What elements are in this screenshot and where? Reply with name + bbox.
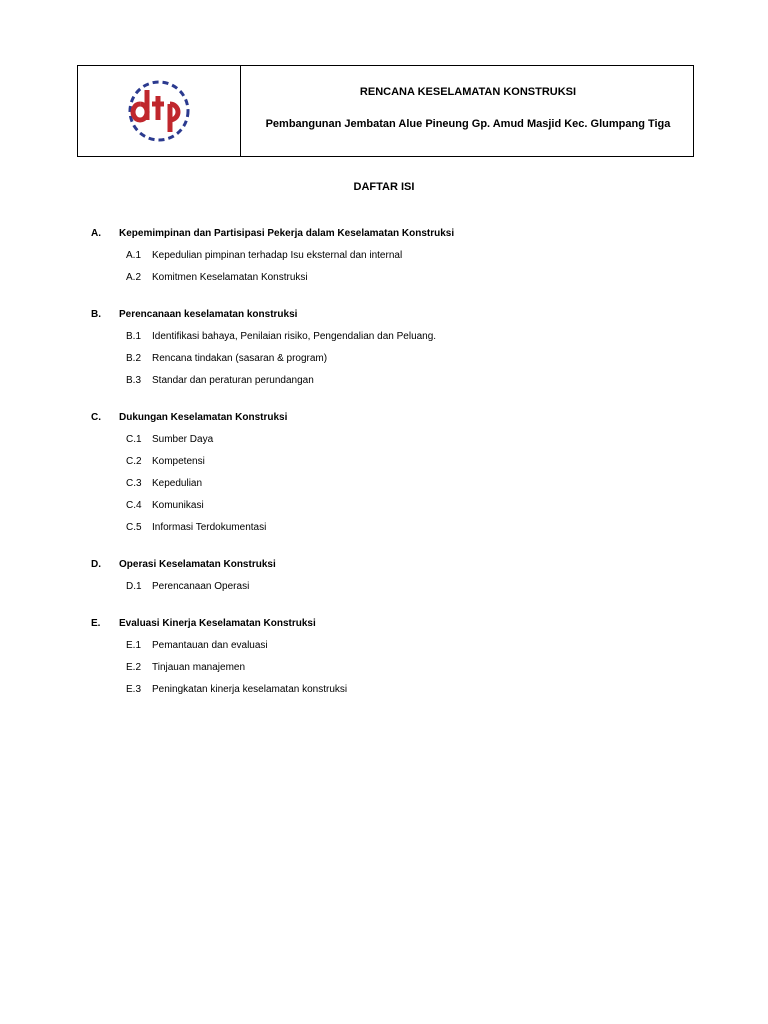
toc-title: DAFTAR ISI <box>353 181 415 193</box>
section-heading <box>91 228 711 250</box>
toc-item <box>91 272 711 294</box>
item-text: Identifikasi bahaya, Penilaian risiko, Pengendalian dan Peluang. <box>152 331 437 342</box>
document-header <box>77 65 694 157</box>
section-heading <box>91 618 711 640</box>
item-text: Kompetensi <box>152 456 205 467</box>
toc-item <box>91 250 711 272</box>
item-text: Informasi Terdokumentasi <box>152 522 267 533</box>
toc-item <box>91 331 711 353</box>
item-text: Peningkatan kinerja keselamatan konstruksi <box>152 684 348 695</box>
section-a <box>91 228 711 294</box>
document-title: RENCANA KESELAMATAN KONSTRUKSI <box>359 86 577 98</box>
section-e <box>91 618 711 706</box>
item-number: C.3 <box>126 478 142 489</box>
section-heading <box>91 309 711 331</box>
item-number: C.4 <box>126 500 142 511</box>
toc-item <box>91 640 711 662</box>
section-letter: A. <box>91 228 101 239</box>
section-b <box>91 309 711 397</box>
section-letter: B. <box>91 309 101 320</box>
toc-item <box>91 581 711 603</box>
section-letter: C. <box>91 412 101 423</box>
section-letter: D. <box>91 559 101 570</box>
section-title: Kepemimpinan dan Partisipasi Pekerja dalam Keselamatan Konstruksi <box>119 228 455 239</box>
section-title: Dukungan Keselamatan Konstruksi <box>119 412 288 423</box>
title-cell <box>241 66 693 156</box>
item-text: Sumber Daya <box>152 434 214 445</box>
section-title: Evaluasi Kinerja Keselamatan Konstruksi <box>119 618 316 629</box>
section-c <box>91 412 711 544</box>
toc-item <box>91 522 711 544</box>
toc-item <box>91 662 711 684</box>
logo-text: dtp <box>158 142 160 143</box>
toc-item <box>91 500 711 522</box>
section-title: Operasi Keselamatan Konstruksi <box>119 559 276 570</box>
section-letter: E. <box>91 618 101 629</box>
item-number: B.3 <box>126 375 142 386</box>
company-logo <box>120 78 198 144</box>
section-title: Perencanaan keselamatan konstruksi <box>119 309 298 320</box>
item-number: E.2 <box>126 662 142 673</box>
item-text: Kepedulian <box>152 478 203 489</box>
toc-item <box>91 434 711 456</box>
item-text: Pemantauan dan evaluasi <box>152 640 268 651</box>
toc-item <box>91 353 711 375</box>
item-number: B.1 <box>126 331 142 342</box>
item-number: B.2 <box>126 353 142 364</box>
item-number: C.5 <box>126 522 142 533</box>
document-subtitle: Pembangunan Jembatan Alue Pineung Gp. Amud Masjid Kec. Glumpang Tiga <box>265 118 671 130</box>
section-heading <box>91 559 711 581</box>
toc-item <box>91 456 711 478</box>
item-number: C.2 <box>126 456 142 467</box>
toc-item <box>91 684 711 706</box>
item-text: Tinjauan manajemen <box>152 662 246 673</box>
toc-item <box>91 478 711 500</box>
section-heading <box>91 412 711 434</box>
item-number: D.1 <box>126 581 142 592</box>
item-number: A.1 <box>126 250 142 261</box>
item-text: Kepedulian pimpinan terhadap Isu eksternal dan internal <box>152 250 403 261</box>
item-number: A.2 <box>126 272 142 283</box>
item-text: Standar dan peraturan perundangan <box>152 375 314 386</box>
item-number: E.3 <box>126 684 142 695</box>
item-text: Komunikasi <box>152 500 204 511</box>
item-text: Komitmen Keselamatan Konstruksi <box>152 272 308 283</box>
toc-item <box>91 375 711 397</box>
item-number: E.1 <box>126 640 142 651</box>
logo-cell <box>78 66 241 156</box>
item-text: Perencanaan Operasi <box>152 581 250 592</box>
item-number: C.1 <box>126 434 142 445</box>
item-text: Rencana tindakan (sasaran & program) <box>152 353 328 364</box>
table-of-contents <box>91 228 711 721</box>
section-d <box>91 559 711 603</box>
